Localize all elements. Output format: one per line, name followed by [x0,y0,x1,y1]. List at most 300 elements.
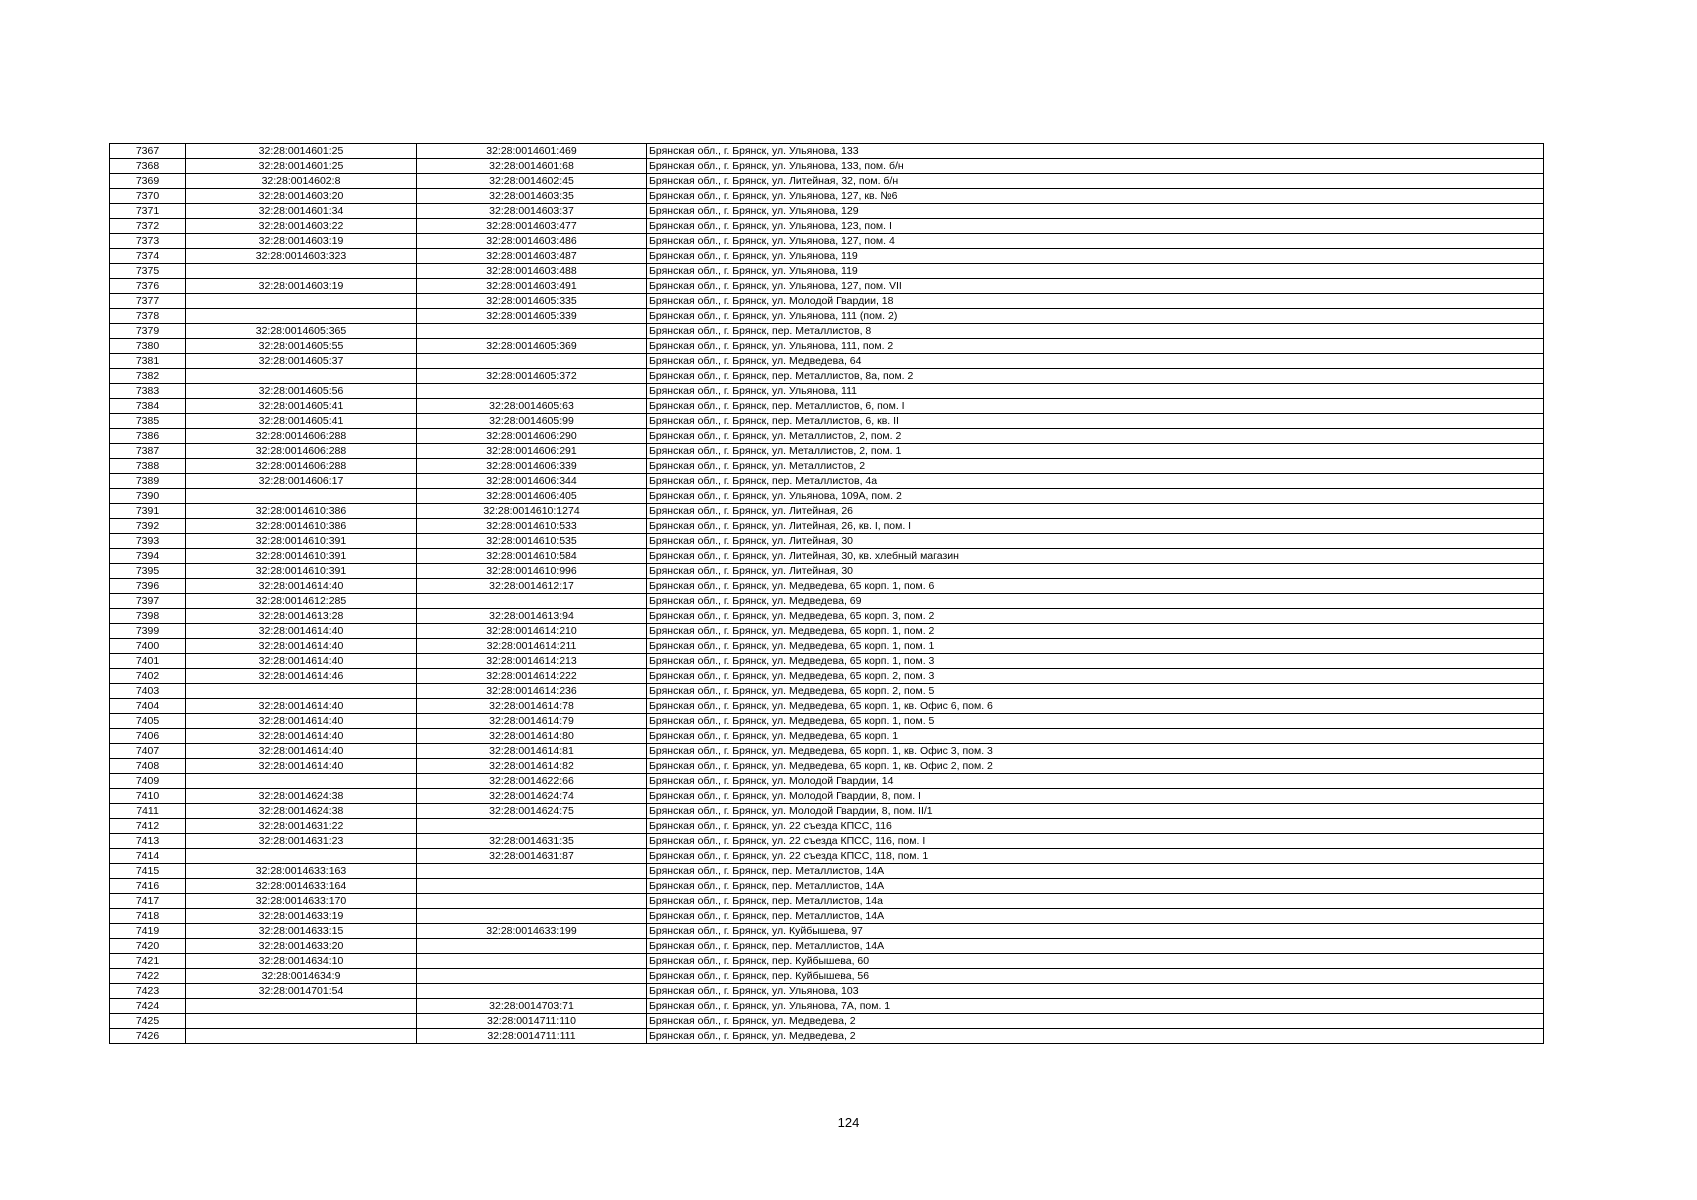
land-cadastral-number-cell [186,489,417,504]
object-cadastral-number-cell: 32:28:0014605:372 [417,369,647,384]
row-number-cell: 7416 [110,879,186,894]
row-number-cell: 7371 [110,204,186,219]
object-cadastral-number-cell: 32:28:0014605:99 [417,414,647,429]
object-cadastral-number-cell: 32:28:0014614:222 [417,669,647,684]
page-number: 124 [837,1115,860,1130]
row-number-cell: 7373 [110,234,186,249]
land-cadastral-number-cell: 32:28:0014603:22 [186,219,417,234]
row-number-cell: 7396 [110,579,186,594]
row-number-cell: 7401 [110,654,186,669]
land-cadastral-number-cell [186,294,417,309]
table-row [110,894,1544,909]
land-cadastral-number-cell: 32:28:0014603:323 [186,249,417,264]
land-cadastral-number-cell [186,264,417,279]
land-cadastral-number-cell: 32:28:0014633:170 [186,894,417,909]
object-cadastral-number-cell: 32:28:0014624:75 [417,804,647,819]
object-cadastral-number-cell: 32:28:0014622:66 [417,774,647,789]
land-cadastral-number-cell: 32:28:0014624:38 [186,804,417,819]
object-cadastral-number-cell: 32:28:0014610:584 [417,549,647,564]
table-row [110,609,1544,624]
object-cadastral-number-cell: 32:28:0014711:111 [417,1029,647,1044]
address-cell: Брянская обл., г. Брянск, ул. Ульянова, 133, пом. б/н [647,159,1544,174]
table-row [110,174,1544,189]
object-cadastral-number-cell [417,969,647,984]
land-cadastral-number-cell: 32:28:0014634:9 [186,969,417,984]
table-row [110,324,1544,339]
object-cadastral-number-cell [417,594,647,609]
table-row [110,804,1544,819]
table-row [110,144,1544,159]
row-number-cell: 7397 [110,594,186,609]
address-cell: Брянская обл., г. Брянск, ул. Медведева, 65 корп. 1, кв. Офис 2, пом. 2 [647,759,1544,774]
object-cadastral-number-cell: 32:28:0014614:213 [417,654,647,669]
row-number-cell: 7408 [110,759,186,774]
table-row [110,579,1544,594]
address-cell: Брянская обл., г. Брянск, ул. 22 съезда КПСС, 116, пом. I [647,834,1544,849]
land-cadastral-number-cell: 32:28:0014614:40 [186,699,417,714]
table-row [110,234,1544,249]
object-cadastral-number-cell: 32:28:0014603:35 [417,189,647,204]
object-cadastral-number-cell: 32:28:0014601:469 [417,144,647,159]
object-cadastral-number-cell [417,879,647,894]
land-cadastral-number-cell: 32:28:0014601:25 [186,159,417,174]
row-number-cell: 7377 [110,294,186,309]
object-cadastral-number-cell: 32:28:0014633:199 [417,924,647,939]
table-row [110,159,1544,174]
land-cadastral-number-cell: 32:28:0014605:55 [186,339,417,354]
object-cadastral-number-cell: 32:28:0014603:486 [417,234,647,249]
object-cadastral-number-cell: 32:28:0014603:487 [417,249,647,264]
land-cadastral-number-cell: 32:28:0014614:40 [186,744,417,759]
address-cell: Брянская обл., г. Брянск, пер. Куйбышева, 60 [647,954,1544,969]
address-cell: Брянская обл., г. Брянск, ул. Молодой Гвардии, 8, пом. I [647,789,1544,804]
object-cadastral-number-cell: 32:28:0014614:211 [417,639,647,654]
land-cadastral-number-cell: 32:28:0014601:34 [186,204,417,219]
row-number-cell: 7382 [110,369,186,384]
land-cadastral-number-cell: 32:28:0014610:391 [186,549,417,564]
row-number-cell: 7380 [110,339,186,354]
land-cadastral-number-cell: 32:28:0014602:8 [186,174,417,189]
land-cadastral-number-cell: 32:28:0014610:386 [186,519,417,534]
object-cadastral-number-cell: 32:28:0014606:344 [417,474,647,489]
address-cell: Брянская обл., г. Брянск, ул. Медведева, 65 корп. 2, пом. 5 [647,684,1544,699]
object-cadastral-number-cell: 32:28:0014601:68 [417,159,647,174]
row-number-cell: 7405 [110,714,186,729]
table-row [110,369,1544,384]
row-number-cell: 7398 [110,609,186,624]
address-cell: Брянская обл., г. Брянск, пер. Металлистов, 8а, пом. 2 [647,369,1544,384]
table-row [110,384,1544,399]
row-number-cell: 7375 [110,264,186,279]
table-row [110,294,1544,309]
address-cell: Брянская обл., г. Брянск, пер. Металлистов, 6, кв. II [647,414,1544,429]
address-cell: Брянская обл., г. Брянск, пер. Металлистов, 4а [647,474,1544,489]
table-row [110,819,1544,834]
land-cadastral-number-cell: 32:28:0014614:40 [186,714,417,729]
table-row [110,279,1544,294]
address-cell: Брянская обл., г. Брянск, ул. Ульянова, 119 [647,249,1544,264]
land-cadastral-number-cell: 32:28:0014601:25 [186,144,417,159]
address-cell: Брянская обл., г. Брянск, ул. Медведева, 2 [647,1014,1544,1029]
table-row [110,924,1544,939]
table-row [110,189,1544,204]
table-row [110,684,1544,699]
land-cadastral-number-cell: 32:28:0014606:288 [186,459,417,474]
object-cadastral-number-cell: 32:28:0014612:17 [417,579,647,594]
row-number-cell: 7383 [110,384,186,399]
table-row [110,264,1544,279]
object-cadastral-number-cell: 32:28:0014603:491 [417,279,647,294]
object-cadastral-number-cell: 32:28:0014606:291 [417,444,647,459]
land-cadastral-number-cell: 32:28:0014701:54 [186,984,417,999]
address-cell: Брянская обл., г. Брянск, ул. Медведева, 65 корп. 3, пом. 2 [647,609,1544,624]
table-row [110,999,1544,1014]
object-cadastral-number-cell: 32:28:0014614:80 [417,729,647,744]
table-row [110,219,1544,234]
object-cadastral-number-cell: 32:28:0014603:37 [417,204,647,219]
land-cadastral-number-cell: 32:28:0014605:41 [186,399,417,414]
table-row [110,1029,1544,1044]
table-row [110,504,1544,519]
land-cadastral-number-cell: 32:28:0014613:28 [186,609,417,624]
land-cadastral-number-cell: 32:28:0014603:19 [186,279,417,294]
table-row [110,744,1544,759]
row-number-cell: 7419 [110,924,186,939]
address-cell: Брянская обл., г. Брянск, ул. Ульянова, 127, кв. №6 [647,189,1544,204]
table-row [110,774,1544,789]
object-cadastral-number-cell: 32:28:0014614:79 [417,714,647,729]
row-number-cell: 7403 [110,684,186,699]
address-cell: Брянская обл., г. Брянск, ул. Литейная, 30 [647,564,1544,579]
table-row [110,729,1544,744]
row-number-cell: 7426 [110,1029,186,1044]
table-row [110,549,1544,564]
address-cell: Брянская обл., г. Брянск, пер. Металлистов, 14А [647,864,1544,879]
land-cadastral-number-cell: 32:28:0014605:365 [186,324,417,339]
table-row [110,534,1544,549]
table-row [110,489,1544,504]
land-cadastral-number-cell: 32:28:0014606:288 [186,444,417,459]
row-number-cell: 7402 [110,669,186,684]
address-cell: Брянская обл., г. Брянск, ул. Медведева, 69 [647,594,1544,609]
address-cell: Брянская обл., г. Брянск, ул. Медведева, 64 [647,354,1544,369]
object-cadastral-number-cell: 32:28:0014606:405 [417,489,647,504]
land-cadastral-number-cell [186,849,417,864]
object-cadastral-number-cell: 32:28:0014610:535 [417,534,647,549]
row-number-cell: 7400 [110,639,186,654]
address-cell: Брянская обл., г. Брянск, пер. Металлистов, 8 [647,324,1544,339]
address-cell: Брянская обл., г. Брянск, ул. Литейная, 26, кв. I, пом. I [647,519,1544,534]
table-row [110,654,1544,669]
table-row [110,789,1544,804]
row-number-cell: 7423 [110,984,186,999]
row-number-cell: 7409 [110,774,186,789]
address-cell: Брянская обл., г. Брянск, ул. Молодой Гвардии, 8, пом. II/1 [647,804,1544,819]
object-cadastral-number-cell [417,894,647,909]
object-cadastral-number-cell: 32:28:0014614:78 [417,699,647,714]
object-cadastral-number-cell: 32:28:0014605:369 [417,339,647,354]
row-number-cell: 7407 [110,744,186,759]
table-row [110,354,1544,369]
address-cell: Брянская обл., г. Брянск, ул. Ульянова, 109А, пом. 2 [647,489,1544,504]
object-cadastral-number-cell: 32:28:0014605:339 [417,309,647,324]
table-row [110,564,1544,579]
address-cell: Брянская обл., г. Брянск, ул. Ульянова, 127, пом. VII [647,279,1544,294]
land-cadastral-number-cell: 32:28:0014610:391 [186,534,417,549]
address-cell: Брянская обл., г. Брянск, ул. Молодой Гвардии, 18 [647,294,1544,309]
land-cadastral-number-cell: 32:28:0014631:22 [186,819,417,834]
land-cadastral-number-cell: 32:28:0014633:163 [186,864,417,879]
object-cadastral-number-cell: 32:28:0014614:210 [417,624,647,639]
address-cell: Брянская обл., г. Брянск, ул. Молодой Гвардии, 14 [647,774,1544,789]
land-cadastral-number-cell: 32:28:0014614:40 [186,759,417,774]
row-number-cell: 7387 [110,444,186,459]
object-cadastral-number-cell [417,939,647,954]
object-cadastral-number-cell: 32:28:0014610:1274 [417,504,647,519]
row-number-cell: 7425 [110,1014,186,1029]
land-cadastral-number-cell: 32:28:0014606:288 [186,429,417,444]
object-cadastral-number-cell: 32:28:0014603:477 [417,219,647,234]
land-cadastral-number-cell [186,774,417,789]
row-number-cell: 7385 [110,414,186,429]
land-cadastral-number-cell [186,309,417,324]
land-cadastral-number-cell: 32:28:0014614:40 [186,729,417,744]
address-cell: Брянская обл., г. Брянск, ул. Куйбышева, 97 [647,924,1544,939]
object-cadastral-number-cell [417,354,647,369]
row-number-cell: 7412 [110,819,186,834]
address-cell: Брянская обл., г. Брянск, ул. Медведева, 65 корп. 1, пом. 6 [647,579,1544,594]
table-row [110,414,1544,429]
address-cell: Брянская обл., г. Брянск, ул. Ульянова, 111 (пом. 2) [647,309,1544,324]
table-row [110,714,1544,729]
row-number-cell: 7395 [110,564,186,579]
table-row [110,459,1544,474]
land-cadastral-number-cell [186,369,417,384]
land-cadastral-number-cell: 32:28:0014603:20 [186,189,417,204]
land-cadastral-number-cell: 32:28:0014614:40 [186,654,417,669]
address-cell: Брянская обл., г. Брянск, ул. Ульянова, 7А, пом. 1 [647,999,1544,1014]
address-cell: Брянская обл., г. Брянск, ул. Литейная, 26 [647,504,1544,519]
address-cell: Брянская обл., г. Брянск, ул. Медведева, 2 [647,1029,1544,1044]
table-row [110,849,1544,864]
row-number-cell: 7379 [110,324,186,339]
address-cell: Брянская обл., г. Брянск, ул. Медведева, 65 корп. 1, кв. Офис 6, пом. 6 [647,699,1544,714]
table-row [110,969,1544,984]
table-row [110,864,1544,879]
row-number-cell: 7422 [110,969,186,984]
row-number-cell: 7404 [110,699,186,714]
table-row [110,429,1544,444]
address-cell: Брянская обл., г. Брянск, пер. Металлистов, 14А [647,939,1544,954]
land-cadastral-number-cell: 32:28:0014624:38 [186,789,417,804]
object-cadastral-number-cell: 32:28:0014610:533 [417,519,647,534]
land-cadastral-number-cell: 32:28:0014614:40 [186,624,417,639]
land-cadastral-number-cell: 32:28:0014603:19 [186,234,417,249]
address-cell: Брянская обл., г. Брянск, ул. Литейная, 30 [647,534,1544,549]
row-number-cell: 7368 [110,159,186,174]
table-row [110,309,1544,324]
cadastral-table [109,143,1544,1044]
row-number-cell: 7367 [110,144,186,159]
row-number-cell: 7386 [110,429,186,444]
row-number-cell: 7374 [110,249,186,264]
row-number-cell: 7390 [110,489,186,504]
row-number-cell: 7410 [110,789,186,804]
object-cadastral-number-cell [417,909,647,924]
land-cadastral-number-cell: 32:28:0014612:285 [186,594,417,609]
row-number-cell: 7414 [110,849,186,864]
table-row [110,444,1544,459]
row-number-cell: 7411 [110,804,186,819]
row-number-cell: 7394 [110,549,186,564]
row-number-cell: 7369 [110,174,186,189]
table-row [110,519,1544,534]
address-cell: Брянская обл., г. Брянск, пер. Металлистов, 14а [647,894,1544,909]
address-cell: Брянская обл., г. Брянск, ул. Медведева, 65 корп. 1, пом. 5 [647,714,1544,729]
object-cadastral-number-cell: 32:28:0014614:81 [417,744,647,759]
object-cadastral-number-cell: 32:28:0014606:290 [417,429,647,444]
row-number-cell: 7417 [110,894,186,909]
land-cadastral-number-cell: 32:28:0014606:17 [186,474,417,489]
table-body [110,144,1544,1044]
table-row [110,939,1544,954]
table-row [110,759,1544,774]
table-row [110,879,1544,894]
row-number-cell: 7424 [110,999,186,1014]
row-number-cell: 7421 [110,954,186,969]
address-cell: Брянская обл., г. Брянск, ул. 22 съезда КПСС, 118, пом. 1 [647,849,1544,864]
row-number-cell: 7389 [110,474,186,489]
address-cell: Брянская обл., г. Брянск, ул. Ульянова, 119 [647,264,1544,279]
land-cadastral-number-cell: 32:28:0014605:37 [186,354,417,369]
table-row [110,699,1544,714]
row-number-cell: 7376 [110,279,186,294]
table-row [110,669,1544,684]
address-cell: Брянская обл., г. Брянск, ул. Медведева, 65 корп. 1 [647,729,1544,744]
object-cadastral-number-cell: 32:28:0014614:82 [417,759,647,774]
object-cadastral-number-cell: 32:28:0014605:63 [417,399,647,414]
object-cadastral-number-cell [417,324,647,339]
row-number-cell: 7392 [110,519,186,534]
address-cell: Брянская обл., г. Брянск, ул. Медведева, 65 корп. 2, пом. 3 [647,669,1544,684]
address-cell: Брянская обл., г. Брянск, пер. Металлистов, 14А [647,879,1544,894]
table-row [110,474,1544,489]
row-number-cell: 7384 [110,399,186,414]
land-cadastral-number-cell: 32:28:0014614:40 [186,639,417,654]
land-cadastral-number-cell: 32:28:0014610:391 [186,564,417,579]
land-cadastral-number-cell [186,1029,417,1044]
object-cadastral-number-cell [417,819,647,834]
table-row [110,399,1544,414]
land-cadastral-number-cell [186,999,417,1014]
row-number-cell: 7413 [110,834,186,849]
address-cell: Брянская обл., г. Брянск, ул. Ульянова, 111, пом. 2 [647,339,1544,354]
land-cadastral-number-cell: 32:28:0014605:56 [186,384,417,399]
address-cell: Брянская обл., г. Брянск, ул. Литейная, 32, пом. б/н [647,174,1544,189]
address-cell: Брянская обл., г. Брянск, ул. Ульянова, 133 [647,144,1544,159]
row-number-cell: 7378 [110,309,186,324]
row-number-cell: 7418 [110,909,186,924]
object-cadastral-number-cell: 32:28:0014605:335 [417,294,647,309]
land-cadastral-number-cell: 32:28:0014614:40 [186,579,417,594]
object-cadastral-number-cell: 32:28:0014703:71 [417,999,647,1014]
row-number-cell: 7372 [110,219,186,234]
table-row [110,204,1544,219]
land-cadastral-number-cell: 32:28:0014633:20 [186,939,417,954]
object-cadastral-number-cell: 32:28:0014606:339 [417,459,647,474]
table-row [110,339,1544,354]
table-row [110,954,1544,969]
address-cell: Брянская обл., г. Брянск, ул. Ульянова, 129 [647,204,1544,219]
row-number-cell: 7393 [110,534,186,549]
land-cadastral-number-cell: 32:28:0014605:41 [186,414,417,429]
address-cell: Брянская обл., г. Брянск, ул. Медведева, 65 корп. 1, кв. Офис 3, пом. 3 [647,744,1544,759]
table-row [110,249,1544,264]
address-cell: Брянская обл., г. Брянск, ул. Ульянова, 103 [647,984,1544,999]
object-cadastral-number-cell: 32:28:0014631:87 [417,849,647,864]
table-row [110,1014,1544,1029]
row-number-cell: 7406 [110,729,186,744]
address-cell: Брянская обл., г. Брянск, ул. Ульянова, 111 [647,384,1544,399]
object-cadastral-number-cell [417,984,647,999]
land-cadastral-number-cell [186,684,417,699]
land-cadastral-number-cell: 32:28:0014610:386 [186,504,417,519]
address-cell: Брянская обл., г. Брянск, ул. Металлистов, 2, пом. 1 [647,444,1544,459]
object-cadastral-number-cell: 32:28:0014711:110 [417,1014,647,1029]
row-number-cell: 7420 [110,939,186,954]
table-row [110,984,1544,999]
row-number-cell: 7388 [110,459,186,474]
table-row [110,639,1544,654]
address-cell: Брянская обл., г. Брянск, ул. Медведева, 65 корп. 1, пом. 1 [647,639,1544,654]
row-number-cell: 7399 [110,624,186,639]
row-number-cell: 7415 [110,864,186,879]
object-cadastral-number-cell: 32:28:0014603:488 [417,264,647,279]
address-cell: Брянская обл., г. Брянск, ул. Медведева, 65 корп. 1, пом. 3 [647,654,1544,669]
land-cadastral-number-cell: 32:28:0014631:23 [186,834,417,849]
table-row [110,624,1544,639]
table-row [110,594,1544,609]
land-cadastral-number-cell: 32:28:0014633:15 [186,924,417,939]
row-number-cell: 7381 [110,354,186,369]
table-row [110,909,1544,924]
object-cadastral-number-cell: 32:28:0014624:74 [417,789,647,804]
land-cadastral-number-cell: 32:28:0014633:19 [186,909,417,924]
row-number-cell: 7391 [110,504,186,519]
object-cadastral-number-cell [417,864,647,879]
table-row [110,834,1544,849]
address-cell: Брянская обл., г. Брянск, пер. Металлистов, 6, пом. I [647,399,1544,414]
address-cell: Брянская обл., г. Брянск, пер. Металлистов, 14А [647,909,1544,924]
row-number-cell: 7370 [110,189,186,204]
land-cadastral-number-cell: 32:28:0014614:46 [186,669,417,684]
land-cadastral-number-cell: 32:28:0014634:10 [186,954,417,969]
land-cadastral-number-cell: 32:28:0014633:164 [186,879,417,894]
object-cadastral-number-cell: 32:28:0014610:996 [417,564,647,579]
address-cell: Брянская обл., г. Брянск, ул. Медведева, 65 корп. 1, пом. 2 [647,624,1544,639]
address-cell: Брянская обл., г. Брянск, пер. Куйбышева, 56 [647,969,1544,984]
object-cadastral-number-cell: 32:28:0014613:94 [417,609,647,624]
address-cell: Брянская обл., г. Брянск, ул. Ульянова, 127, пом. 4 [647,234,1544,249]
object-cadastral-number-cell [417,954,647,969]
address-cell: Брянская обл., г. Брянск, ул. Металлистов, 2, пом. 2 [647,429,1544,444]
object-cadastral-number-cell: 32:28:0014614:236 [417,684,647,699]
land-cadastral-number-cell [186,1014,417,1029]
address-cell: Брянская обл., г. Брянск, ул. Литейная, 30, кв. хлебный магазин [647,549,1544,564]
address-cell: Брянская обл., г. Брянск, ул. 22 съезда КПСС, 116 [647,819,1544,834]
object-cadastral-number-cell: 32:28:0014602:45 [417,174,647,189]
object-cadastral-number-cell: 32:28:0014631:35 [417,834,647,849]
